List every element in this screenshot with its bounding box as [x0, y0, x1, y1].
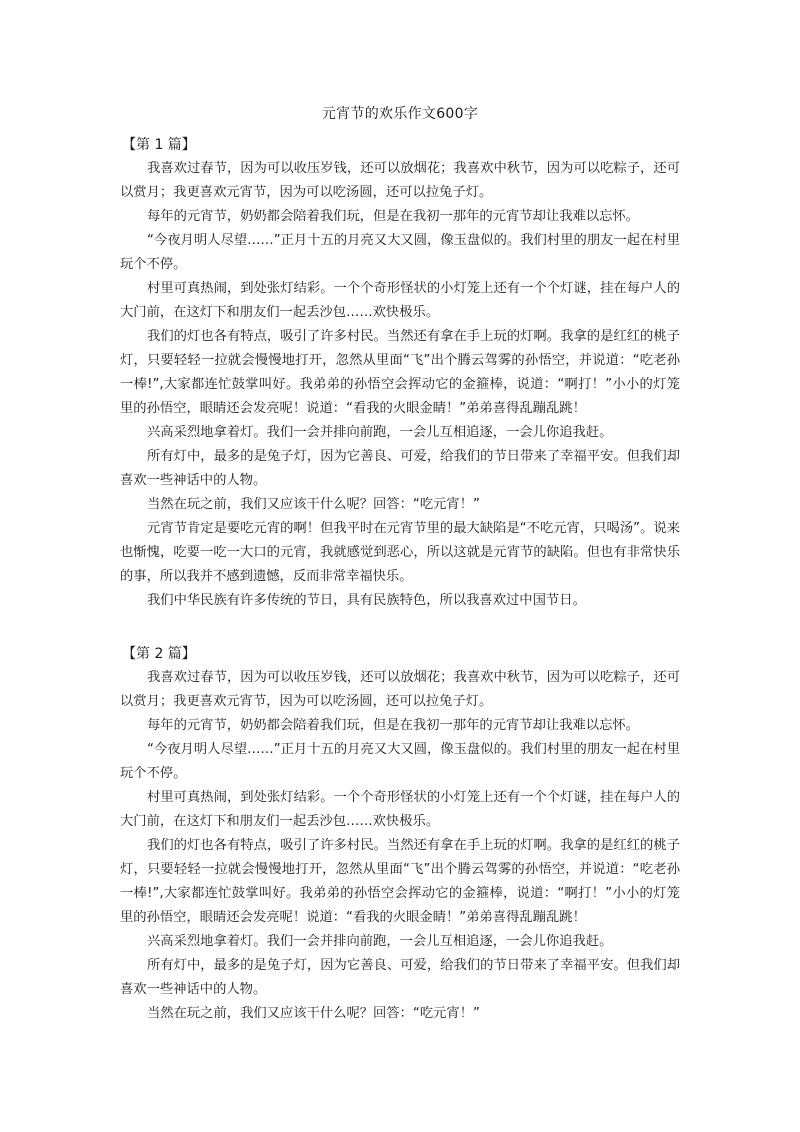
paragraph: 所有灯中，最多的是兔子灯，因为它善良、可爱，给我们的节日带来了幸福平安。但我们却喜欢一些神话中的人物。: [120, 449, 680, 488]
paragraph: 我们中华民族有许多传统的节日，具有民族特色，所以我喜欢过中国节日。: [147, 593, 586, 608]
paragraph: 我们的灯也各有特点，吸引了许多村民。当然还有拿在手上玩的灯啊。我拿的是红红的桃子灯，只要轻轻一拉就会慢慢地打开，忽然从里面“飞”出个腾云驾雾的孙悟空，并说道：“吃老孙一棒!”,大家都连忙鼓掌叫好。我弟弟的孙悟空会挥动它的金箍棒，说道：“啊打！”小小的灯笼里的孙悟空，眼睛还会发亮呢！说道：“看我的火眼金睛！”弟弟喜得乱蹦乱跳！: [120, 838, 680, 925]
paragraph: 每年的元宵节，奶奶都会陪着我们玩，但是在我初一那年的元宵节却让我难以忘怀。: [147, 718, 639, 733]
paragraph: 村里可真热闹，到处张灯结彩。一个个奇形怪状的小灯笼上还有一个个灯谜，挂在每户人的大门前，在这灯下和朋友们一起丢沙包……欢快极乐。: [120, 790, 680, 829]
section-2: [120, 642, 680, 1026]
paragraph: “今夜月明人尽望……”正月十五的月亮又大又圆，像玉盘似的。我们村里的朋友一起在村里玩个不停。: [120, 742, 680, 781]
paragraph: 我喜欢过春节，因为可以收压岁钱，还可以放烟花；我喜欢中秋节，因为可以吃粽子，还可以赏月；我更喜欢元宵节，因为可以吃汤圆，还可以拉兔子灯。: [120, 161, 680, 200]
paragraph: 每年的元宵节，奶奶都会陪着我们玩，但是在我初一那年的元宵节却让我难以忘怀。: [147, 209, 639, 224]
section-heading: 【第 1 篇】: [122, 137, 196, 153]
paragraph: 我喜欢过春节，因为可以收压岁钱，还可以放烟花；我喜欢中秋节，因为可以吃粽子，还可以赏月；我更喜欢元宵节，因为可以吃汤圆，还可以拉兔子灯。: [120, 670, 680, 709]
paragraph: 兴高采烈地拿着灯。我们一会并排向前跑，一会儿互相追逐，一会儿你追我赶。: [147, 425, 613, 440]
paragraph: 我们的灯也各有特点，吸引了许多村民。当然还有拿在手上玩的灯啊。我拿的是红红的桃子灯，只要轻轻一拉就会慢慢地打开，忽然从里面“飞”出个腾云驾雾的孙悟空，并说道：“吃老孙一棒!”,大家都连忙鼓掌叫好。我弟弟的孙悟空会挥动它的金箍棒，说道：“啊打！”小小的灯笼里的孙悟空，眼睛还会发亮呢！说道：“看我的火眼金睛！”弟弟喜得乱蹦乱跳！: [120, 329, 680, 416]
document-title: 元宵节的欢乐作文600字: [321, 106, 479, 122]
paragraph: “今夜月明人尽望……”正月十五的月亮又大又圆，像玉盘似的。我们村里的朋友一起在村里玩个不停。: [120, 233, 680, 272]
section-heading: 【第 2 篇】: [122, 646, 196, 662]
paragraph: 元宵节肯定是要吃元宵的啊！但我平时在元宵节里的最大缺陷是“不吃元宵，只喝汤”。说来也惭愧，吃要一吃一大口的元宵，我就感觉到恶心，所以这就是元宵节的缺陷。但也有非常快乐的事，所以我并不感到遗憾，反而非常幸福快乐。: [120, 521, 680, 584]
paragraph: 村里可真热闹，到处张灯结彩。一个个奇形怪状的小灯笼上还有一个个灯谜，挂在每户人的大门前，在这灯下和朋友们一起丢沙包……欢快极乐。: [120, 281, 680, 320]
paragraph: 当然在玩之前，我们又应该干什么呢？回答：“吃元宵！”: [147, 497, 480, 512]
paragraph: 当然在玩之前，我们又应该干什么呢？回答：“吃元宵！”: [147, 1006, 480, 1021]
section-1: [120, 133, 680, 613]
paragraph: 所有灯中，最多的是兔子灯，因为它善良、可爱，给我们的节日带来了幸福平安。但我们却喜欢一些神话中的人物。: [120, 958, 680, 997]
paragraph: 兴高采烈地拿着灯。我们一会并排向前跑，一会儿互相追逐，一会儿你追我赶。: [147, 934, 613, 949]
